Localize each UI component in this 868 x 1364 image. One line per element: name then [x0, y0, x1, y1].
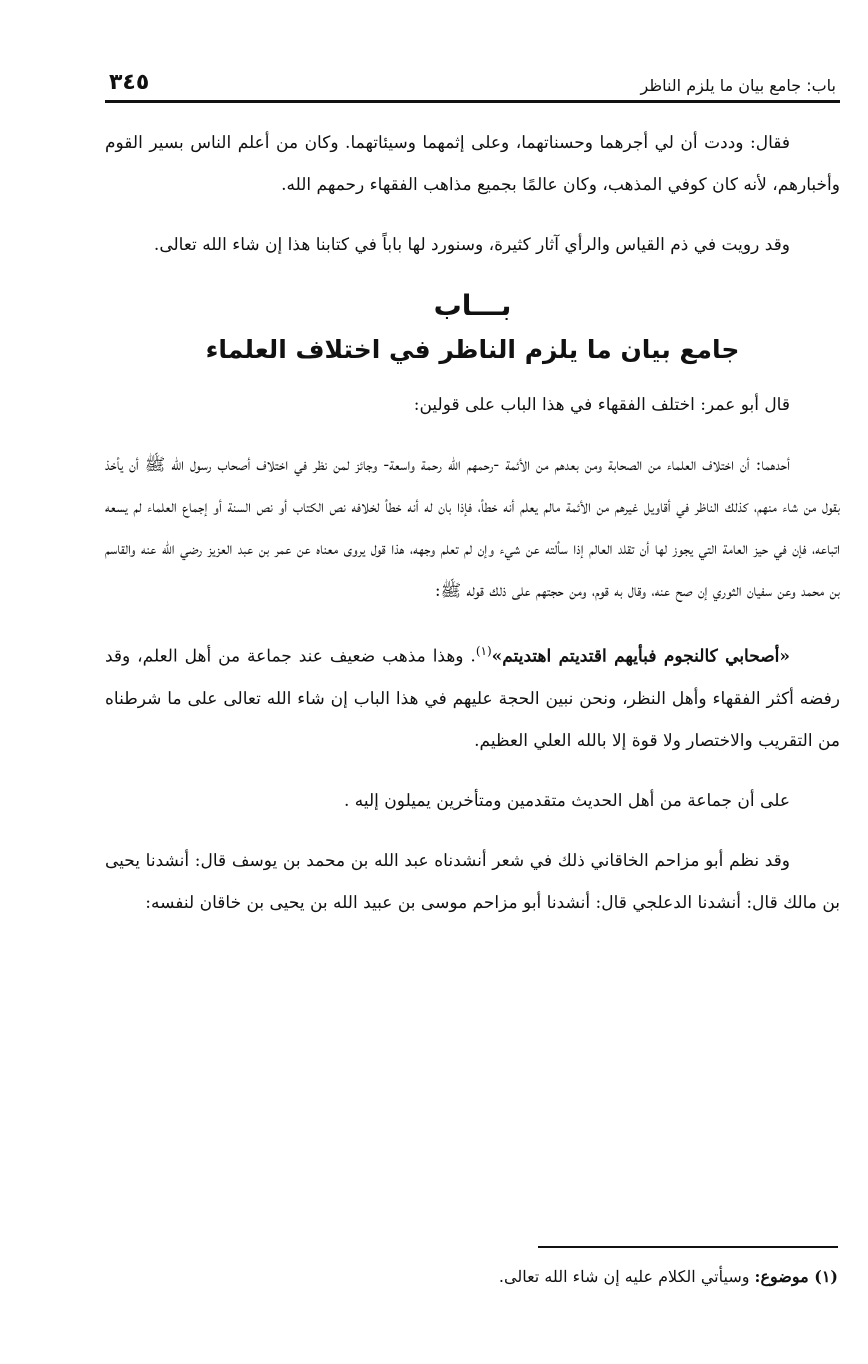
paragraph-with-hadith: [105, 630, 840, 762]
hadith-quote: «أصحابي كالنجوم فبأيهم اقتديتم اهتديتم»: [491, 646, 790, 667]
footnote-label: (١) موضوع:: [754, 1267, 838, 1286]
page-header: [105, 64, 840, 103]
paragraph-text: . وهذا مذهب ضعيف عند جماعة من أهل العلم، وقد رفضه أكثر الفقهاء وأهل النظر، ونحن نبين الحجة عليهم في هذا الباب إن شاء الله تعالى على ما شرطناه من التقريب والاختصار ولا قوة إلا بالله العلي العظيم.: [105, 646, 840, 751]
footnote-text: وسيأتي الكلام عليه إن شاء الله تعالى.: [498, 1267, 750, 1286]
paragraph: فقال: وددت أن لي أجرهما وحسناتهما، وعلى إثمهما وسيئاتهما. وكان من أعلم الناس بسير القوم وأخبارهم، لأنه كان كوفي المذهب، وكان عالمًا بجميع مذاهب الفقهاء رحمهم الله.: [105, 133, 840, 195]
footnote-marker: (١): [475, 644, 492, 658]
paragraph: وقد رويت في ذم القياس والرأي آثار كثيرة، وسنورد لها باباً في كتابنا هذا إن شاء الله تعالى.: [153, 235, 790, 255]
page-body: [105, 122, 840, 924]
paragraph: على أن جماعة من أهل الحديث متقدمين ومتأخرين يميلون إليه .: [343, 790, 790, 811]
chapter-title: جامع بيان ما يلزم الناظر في اختلاف العلماء: [205, 335, 740, 364]
paragraph: وقد نظم أبو مزاحم الخاقاني ذلك في شعر أنشدناه عبد الله بن محمد بن يوسف قال: أنشدنا يحيى بن مالك قال: أنشدنا الدعلجي قال: أنشدنا أبو مزاحم موسى بن عبيد الله بن يحيى بن خاقان لنفسه:: [105, 850, 840, 913]
paragraph: قال أبو عمر: اختلف الفقهاء في هذا الباب على قولين:: [413, 395, 790, 415]
running-title: باب: جامع بيان ما يلزم الناظر: [640, 76, 836, 95]
footnote-divider: [538, 1246, 838, 1248]
footnote: [103, 1262, 838, 1292]
page-number: ٣٤٥: [109, 70, 150, 95]
paragraph: أحدهما: أن اختلاف العلماء من الصحابة ومن بعدهم من الأئمة -رحمهم الله رحمة واسعة- وجائز لمن نظر في اختلاف أصحاب رسول الله ﷺ أن يأخذ بقول من شاء منهم، كذلك الناظر في أقاويل غيرهم من الأئمة مالم يعلم أنه خطأ، فإذا بان له أنه خطأ لخلافه نص الكتاب أو نص السنة أو إجماع العلماء لم يسعه اتباعه، فإن في حيز العامة التي يجوز لها أن تقلد العالم إذا سألته عن شيء وإن لم تعلم وجهه، هذا قول يروى معناه عن عمر بن عبد العزيز رضي الله عنه والقاسم بن محمد وعن سفيان الثوري إن صح عنه، وقال به قوم، ومن حجتهم على ذلك قوله ﷺ:: [105, 455, 840, 601]
chapter-label: بـــاب: [433, 289, 512, 322]
